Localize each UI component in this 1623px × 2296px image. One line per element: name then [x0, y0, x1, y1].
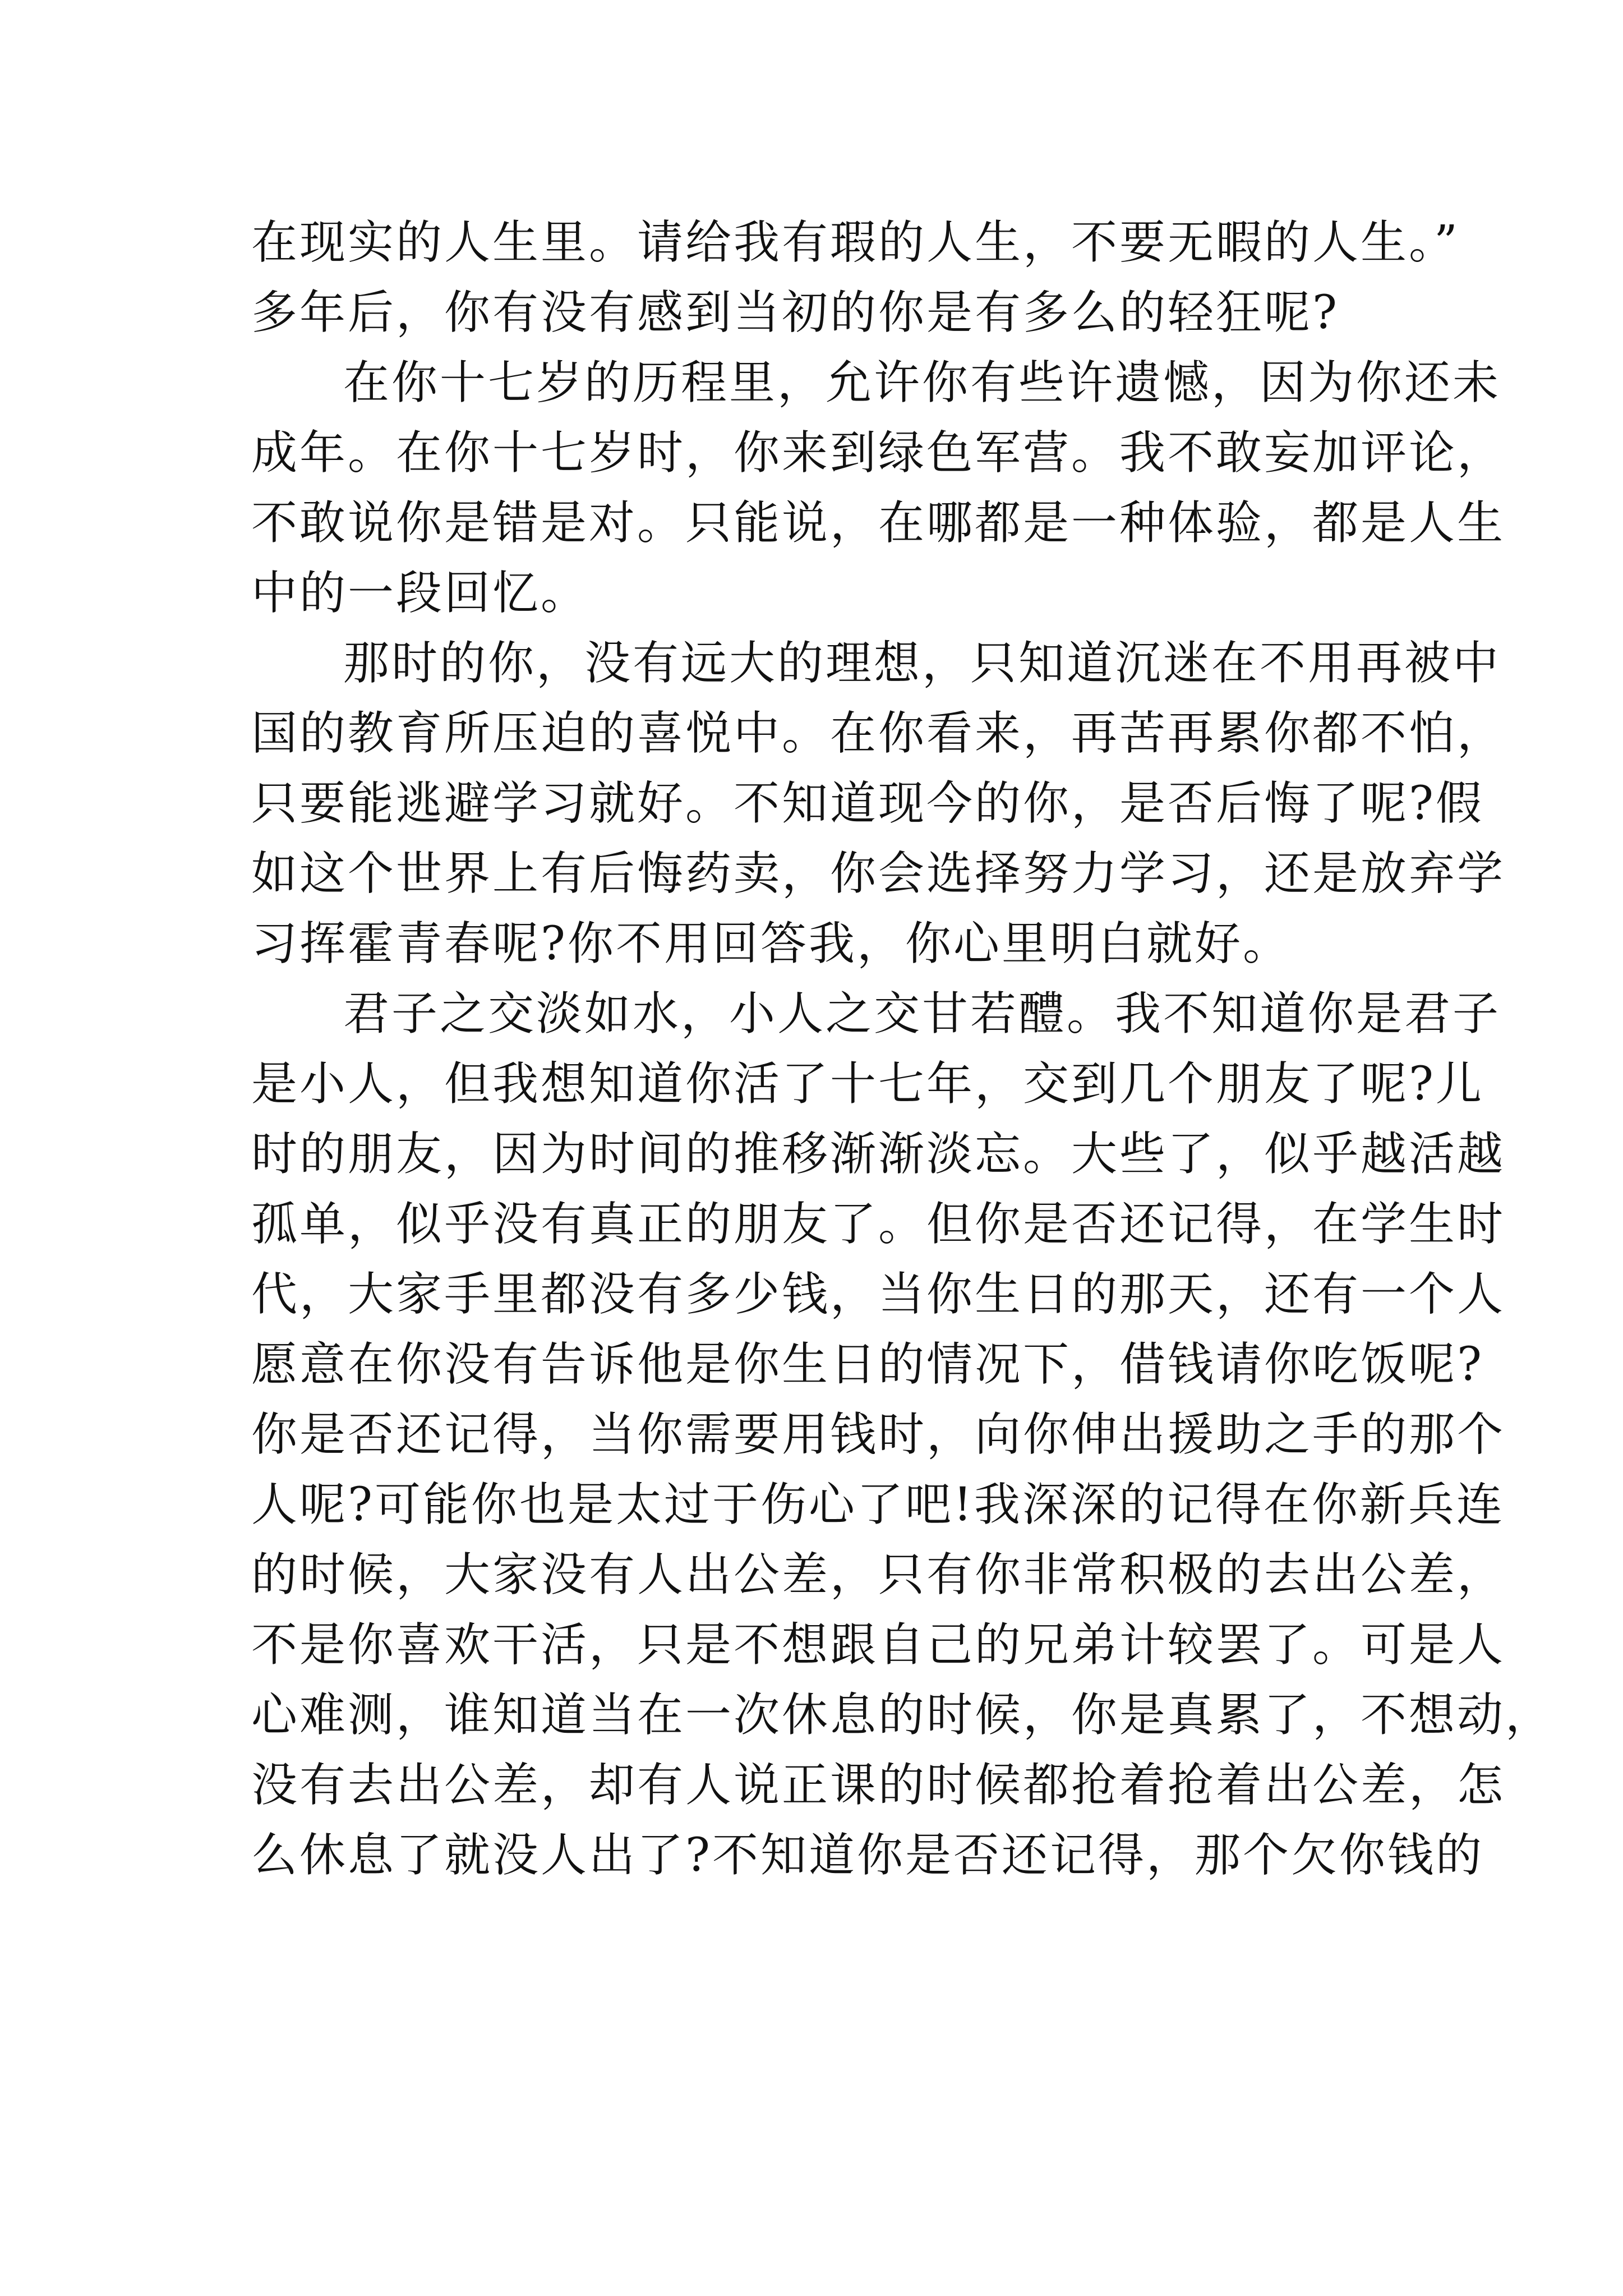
- text-line: 的时候，大家没有人出公差，只有你非常积极的去出公差，: [251, 1548, 1506, 1602]
- text-line: 人呢?可能你也是太过于伤心了吧!我深深的记得在你新兵连: [251, 1478, 1505, 1531]
- text-line: 愿意在你没有告诉他是你生日的情况下，借钱请你吃饭呢?: [251, 1338, 1484, 1391]
- text-line: 没有去出公差，却有人说正课的时候都抢着抢着出公差，怎: [251, 1759, 1506, 1812]
- text-line: 习挥霍青春呢?你不用回答我，你心里明白就好。: [251, 917, 1291, 970]
- text-line: 只要能逃避学习就好。不知道现今的你，是否后悔了呢?假: [251, 777, 1484, 830]
- text-line: 在你十七岁的历程里，允许你有些许遗憾，因为你还未: [343, 356, 1501, 409]
- text-line: 多年后，你有没有感到当初的你是有多么的轻狂呢?: [251, 286, 1339, 339]
- text-line: 那时的你，没有远大的理想，只知道沉迷在不用再被中: [343, 637, 1501, 690]
- text-line: 孤单，似乎没有真正的朋友了。但你是否还记得，在学生时: [251, 1198, 1506, 1251]
- text-line: 不敢说你是错是对。只能说，在哪都是一种体验，都是人生: [251, 496, 1506, 550]
- text-line: 不是你喜欢干活，只是不想跟自己的兄弟计较罢了。可是人: [251, 1618, 1506, 1672]
- text-line: 如这个世界上有后悔药卖，你会选择努力学习，还是放弃学: [251, 847, 1506, 900]
- text-line: 时的朋友，因为时间的推移渐渐淡忘。大些了，似乎越活越: [251, 1128, 1506, 1181]
- document-body: [251, 208, 1554, 1890]
- text-line: 你是否还记得，当你需要用钱时，向你伸出援助之手的那个: [251, 1408, 1506, 1461]
- text-line: 是小人，但我想知道你活了十七年，交到几个朋友了呢?儿: [251, 1057, 1484, 1111]
- text-line: 君子之交淡如水，小人之交甘若醴。我不知道你是君子: [343, 987, 1501, 1041]
- text-line: 么休息了就没人出了?不知道你是否还记得，那个欠你钱的: [251, 1829, 1484, 1882]
- text-line: 代，大家手里都没有多少钱，当你生日的那天，还有一个人: [251, 1268, 1506, 1321]
- text-line: 心难测，谁知道当在一次休息的时候，你是真累了，不想动，: [251, 1688, 1554, 1742]
- text-line: 成年。在你十七岁时，你来到绿色军营。我不敢妄加评论，: [251, 426, 1506, 480]
- text-line: 在现实的人生里。请给我有瑕的人生，不要无暇的人生。”: [251, 216, 1460, 269]
- text-line: 国的教育所压迫的喜悦中。在你看来，再苦再累你都不怕，: [251, 707, 1506, 760]
- text-line: 中的一段回忆。: [251, 567, 589, 620]
